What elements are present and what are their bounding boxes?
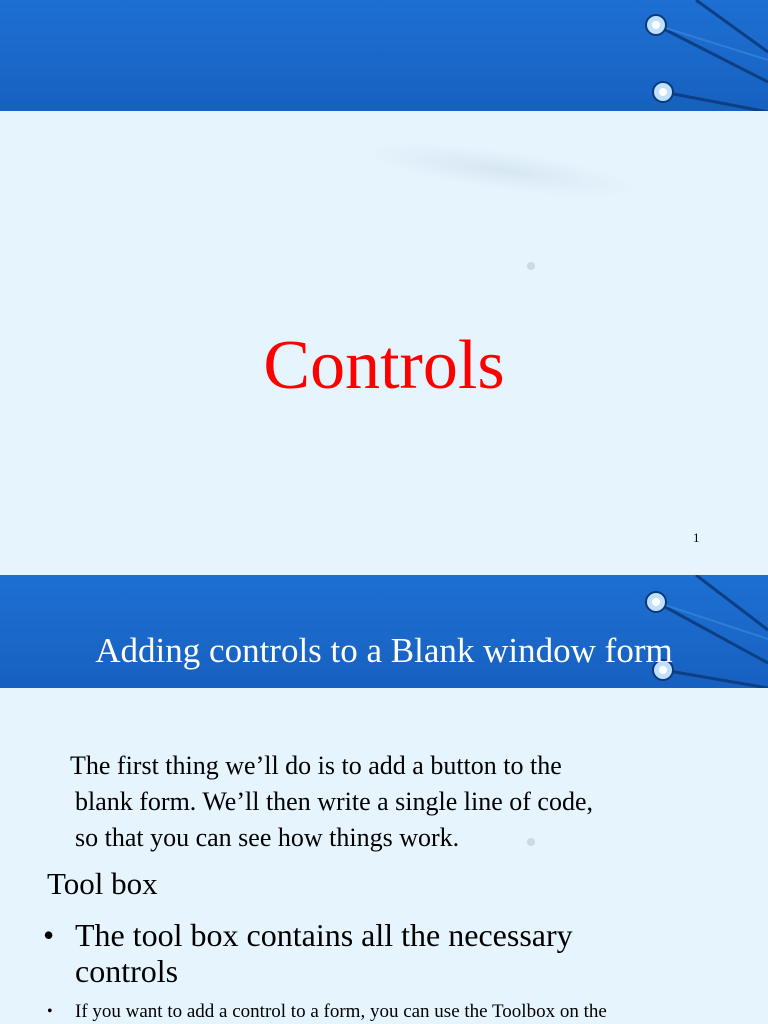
intro-paragraph xyxy=(70,748,704,856)
header-band xyxy=(0,0,768,111)
background-streak xyxy=(359,131,642,210)
slide-2 xyxy=(0,575,768,1024)
intro-line: The first thing we’ll do is to add a button to the xyxy=(70,751,562,780)
bullet-text: If you want to add a control to a form, you can use the Toolbox on the xyxy=(75,1001,607,1022)
bullet-icon: • xyxy=(47,1003,53,1020)
bullet-text: The tool box contains all the necessary controls xyxy=(75,917,573,989)
intro-line: blank form. We’ll then write a single line of code, xyxy=(75,787,593,816)
slide-title: Controls xyxy=(263,327,505,404)
intro-line: so that you can see how things work. xyxy=(75,823,460,852)
background-dot xyxy=(527,262,535,270)
bullet-icon: • xyxy=(43,917,55,953)
toolbox-subheading: Tool box xyxy=(47,866,158,901)
slide-number: 1 xyxy=(693,530,700,545)
slide-heading: Adding controls to a Blank window form xyxy=(95,631,673,670)
header-band xyxy=(0,575,768,688)
pins-decoration-icon xyxy=(618,0,768,111)
